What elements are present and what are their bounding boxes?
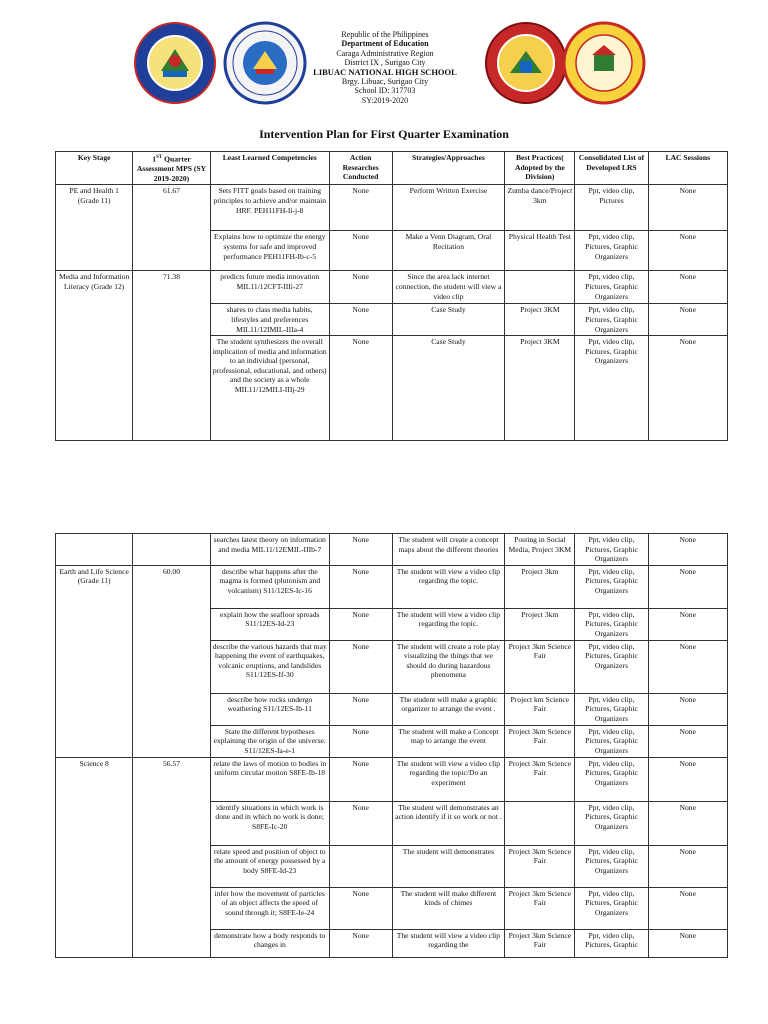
strategy-cell: The student will demonstrates an action identify if it so work or not . — [392, 801, 505, 845]
mps-cell: 60.00 — [133, 565, 210, 757]
competency-cell: relate the laws of motion to bodies in uniform circular motion S8FE-Ib-18 — [210, 757, 329, 801]
lrs-cell: Ppt, video clip, Pictures, Graphic — [575, 929, 648, 957]
strategy-cell: Perform Written Exercise — [392, 185, 505, 231]
header-line: Republic of the Philippines — [341, 30, 429, 39]
table-row — [56, 271, 728, 304]
table-row — [56, 565, 728, 608]
lrs-cell: Ppt, video clip, Pictures, Graphic Organizers — [575, 757, 648, 801]
header-department: Department of Education — [341, 39, 429, 49]
mps-cell: 71.38 — [133, 271, 210, 441]
competency-cell: explain how the seafloor spreads S11/12ES-Id-23 — [210, 608, 329, 640]
action-research-cell: None — [329, 336, 392, 441]
competency-cell: Sets FITT goals based on training principles to achieve and/or maintain HRF. PEH11FH-Ii-j-8 — [210, 185, 329, 231]
competency-cell: relate speed and position of object to the amount of energy possessed by a body S8FE-Id-23 — [210, 845, 329, 887]
strategy-cell: The student will view a video clip regarding the topic/Do an experiment — [392, 757, 505, 801]
division-seal-logo — [133, 21, 217, 105]
competency-cell: infer how the movement of particles of an object affects the speed of sound through it; S8FE-Ie-24 — [210, 887, 329, 929]
intervention-plan-table-top — [55, 151, 728, 441]
action-research-cell: None — [329, 757, 392, 801]
header-school-name: LIBUAC NATIONAL HIGH SCHOOL — [313, 66, 457, 77]
lac-cell: None — [648, 801, 727, 845]
key-stage-cell — [56, 534, 133, 566]
lrs-cell: Ppt, video clip, Pictures, Graphic Organizers — [575, 534, 648, 566]
lac-cell: None — [648, 304, 727, 336]
action-research-cell: None — [329, 231, 392, 271]
strategy-cell: The student will make a Concept map to arrange the event — [392, 725, 505, 757]
lac-cell: None — [648, 640, 727, 693]
competency-cell: shares to class media habits, lifestyles and preferences MIL11/12IMIL-IIIa-4 — [210, 304, 329, 336]
action-research-cell: None — [329, 640, 392, 693]
lrs-cell: Ppt, video clip, Pictures — [575, 185, 648, 231]
deped-seal-logo — [223, 21, 307, 105]
lac-cell: None — [648, 608, 727, 640]
lrs-cell: Ppt, video clip, Pictures, Graphic Organizers — [575, 231, 648, 271]
strategy-cell: Case Study — [392, 336, 505, 441]
col-competencies: Least Learned Competencies — [210, 152, 329, 185]
lrs-cell: Ppt, video clip, Pictures, Graphic Organizers — [575, 608, 648, 640]
header-line: Brgy. Libuac, Surigao City — [341, 77, 429, 87]
table-row — [56, 534, 728, 566]
col-mps: 1ST Quarter Assessment MPS (SY 2019-2020) — [133, 152, 210, 185]
lac-cell: None — [648, 185, 727, 231]
action-research-cell: None — [329, 929, 392, 957]
competency-cell: describe what happens after the magma is formed (plutonism and volcanism) S11/12ES-Ic-16 — [210, 565, 329, 608]
competency-cell: identify situations in which work is done and in which no work is done; S8FE-Ic-20 — [210, 801, 329, 845]
best-practice-cell: Project km Science Fair — [505, 693, 575, 725]
lrs-cell: Ppt, video clip, Pictures, Graphic Organizers — [575, 304, 648, 336]
competency-cell: The student synthesizes the overall implication of media and information to an individual (personal, professional, educational, and others) and the society as a whole MIL11/12MILI-IIIj-29 — [210, 336, 329, 441]
key-stage-cell: Earth and Life Science (Grade 11) — [56, 565, 133, 757]
header-line: SY:2019-2020 — [361, 95, 409, 105]
competency-cell: State the different hypotheses explaining the origin of the universe. S11/12ES-Ia-e-1 — [210, 725, 329, 757]
best-practice-cell: Project 3km Science Fair — [505, 929, 575, 957]
strategy-cell: The student will create a role play visualizing the things that we should do during hazardous phenomena — [392, 640, 505, 693]
lac-cell: None — [648, 231, 727, 271]
lrs-cell: Ppt, video clip, Pictures, Graphic Organizers — [575, 887, 648, 929]
col-best-practices: Best Practices( Adopted by the Division) — [505, 152, 575, 185]
best-practice-cell: Project 3km — [505, 608, 575, 640]
lrs-cell: Ppt, video clip, Pictures, Graphic Organizers — [575, 336, 648, 441]
lac-cell: None — [648, 271, 727, 304]
best-practice-cell: Project 3km Science Fair — [505, 640, 575, 693]
lac-cell: None — [648, 757, 727, 801]
document-header — [0, 0, 768, 110]
best-practice-cell — [505, 271, 575, 304]
key-stage-cell: Science 8 — [56, 757, 133, 957]
col-lrs: Consolidated List of Developed LRS — [575, 152, 648, 185]
strategy-cell: Since the area lack internet connection, the student will view a video clip — [392, 271, 505, 304]
action-research-cell: None — [329, 185, 392, 231]
competency-cell: describe how rocks undergo weathering S11/12ES-Ib-11 — [210, 693, 329, 725]
best-practice-cell: Project 3km Science Fair — [505, 757, 575, 801]
best-practice-cell — [505, 801, 575, 845]
best-practice-cell: Project 3KM — [505, 336, 575, 441]
strategy-cell: The student will create a concept maps about the different theories — [392, 534, 505, 566]
lrs-cell: Ppt, video clip, Pictures, Graphic Organizers — [575, 565, 648, 608]
strategy-cell: Make a Venn Diagram, Oral Recitation — [392, 231, 505, 271]
lac-cell: None — [648, 693, 727, 725]
action-research-cell: None — [329, 304, 392, 336]
strategy-cell: The student will view a video clip regarding the topic. — [392, 565, 505, 608]
action-research-cell: None — [329, 693, 392, 725]
col-lac: LAC Sessions — [648, 152, 727, 185]
col-action-research: Action Researches Conducted — [329, 152, 392, 185]
competency-cell: Explains how to optimize the energy systems for safe and improved performance PEH11FH-Ib-c-5 — [210, 231, 329, 271]
table-row — [56, 185, 728, 231]
lac-cell: None — [648, 845, 727, 887]
best-practice-cell: Project 3km Science Fair — [505, 845, 575, 887]
school-seal-logo — [484, 21, 568, 105]
action-research-cell — [329, 845, 392, 887]
mps-cell: 56.57 — [133, 757, 210, 957]
col-strategies: Strategies/Approaches — [392, 152, 505, 185]
key-stage-cell: Media and Information Literacy (Grade 12) — [56, 271, 133, 441]
action-research-cell: None — [329, 608, 392, 640]
best-practice-cell: Project 3km Science Fair — [505, 887, 575, 929]
best-practice-cell: Project 3km — [505, 565, 575, 608]
lac-cell: None — [648, 336, 727, 441]
key-stage-cell: PE and Health 1 (Grade 11) — [56, 185, 133, 271]
lac-cell: None — [648, 887, 727, 929]
table-header-row — [56, 152, 728, 185]
header-line: School ID: 317703 — [354, 86, 416, 96]
document-title: Intervention Plan for First Quarter Examination — [259, 127, 509, 141]
mps-cell — [133, 534, 210, 566]
table-row — [56, 757, 728, 801]
school-letterhead — [300, 30, 470, 105]
lac-cell: None — [648, 534, 727, 566]
best-practice-cell: Project 3KM — [505, 304, 575, 336]
best-practice-cell: Project 3km Science Fair — [505, 725, 575, 757]
strategy-cell: The student will view a video clip regarding the — [392, 929, 505, 957]
lrs-cell: Ppt, video clip, Pictures, Graphic Organizers — [575, 845, 648, 887]
intervention-plan-table-continued — [55, 533, 728, 958]
action-research-cell: None — [329, 801, 392, 845]
strategy-cell: Case Study — [392, 304, 505, 336]
competency-cell: searches latest theory on information and media MIL11/12EMIL-IIIb-7 — [210, 534, 329, 566]
lrs-cell: Ppt, video clip, Pictures, Graphic Organizers — [575, 271, 648, 304]
action-research-cell: None — [329, 271, 392, 304]
district-seal-logo — [562, 21, 646, 105]
strategy-cell: The student will make different kinds of chimes — [392, 887, 505, 929]
best-practice-cell: Zumba dance/Project 3km — [505, 185, 575, 231]
competency-cell: describe the various hazards that may happening the event of earthquakes, volcanic eruptions, and landslides S11/12ES-If-30 — [210, 640, 329, 693]
strategy-cell: The student will view a video clip regarding the topic. — [392, 608, 505, 640]
action-research-cell: None — [329, 534, 392, 566]
lrs-cell: Ppt, video clip, Pictures, Graphic Organizers — [575, 801, 648, 845]
lrs-cell: Ppt, video clip, Pictures, Graphic Organizers — [575, 693, 648, 725]
col-key-stage: Key Stage — [56, 152, 133, 185]
strategy-cell: The student will demonstrates — [392, 845, 505, 887]
mps-cell: 61.67 — [133, 185, 210, 271]
header-line: District IX , Surigao City — [344, 58, 426, 68]
lac-cell: None — [648, 929, 727, 957]
action-research-cell: None — [329, 887, 392, 929]
competency-cell: predicts future media innovation MIL11/12CFT-IIIi-27 — [210, 271, 329, 304]
action-research-cell: None — [329, 725, 392, 757]
lac-cell: None — [648, 725, 727, 757]
lac-cell: None — [648, 565, 727, 608]
lrs-cell: Ppt, video clip, Pictures, Graphic Organizers — [575, 725, 648, 757]
competency-cell: demonstrate how a body responds to changes in — [210, 929, 329, 957]
header-line: Caraga Administrative Region — [336, 48, 434, 58]
action-research-cell: None — [329, 565, 392, 608]
best-practice-cell: Posting in Social Media, Project 3KM — [505, 534, 575, 566]
best-practice-cell: Physical Health Test — [505, 231, 575, 271]
lrs-cell: Ppt, video clip, Pictures, Graphic Organizers — [575, 640, 648, 693]
strategy-cell: The student will make a graphic organizer to arrange the event . — [392, 693, 505, 725]
